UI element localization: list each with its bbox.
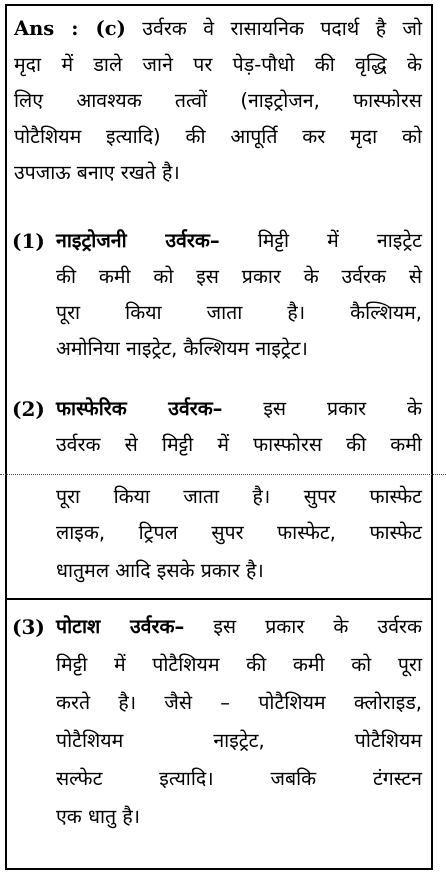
item-1-line-2: की कमी को इस प्रकार के उर्वरक से [56, 265, 422, 288]
item-3-line-5: सल्फेट इत्यादि। जबकि टंगस्टन [56, 767, 422, 790]
ans-label: Ans : (c) [14, 17, 126, 40]
intro-line-2: मृदा में डाले जाने पर पेड़-पौधो की वृद्धि के [14, 53, 422, 76]
intro-line-1 [14, 14, 422, 44]
item-1-line-4: अमोनिया नाइट्रेट, कैल्शियम नाइट्रेट। [56, 337, 308, 360]
intro-text-1: उर्वरक वे रासायनिक पदार्थ है जो [142, 17, 422, 40]
item-3-line-4: पोटैशियम नाइट्रेट, पोटैशियम [56, 729, 422, 752]
item-1-line-1 [56, 226, 422, 256]
item-3-line-3: करते है। जैसे – पोटैशियम क्लोराइड, [56, 691, 422, 714]
item-3-line-2: मिट्टी में पोटैशियम की कमी को पूरा [56, 653, 422, 676]
item-2-line-5: धातुमल आदि इसके प्रकार है। [56, 559, 264, 582]
item-2-heading: फास्फेरिक उर्वरक– [56, 397, 223, 420]
intro-line-5: उपजाऊ बनाए रखते है। [14, 161, 180, 184]
intro-line-3: लिए आवश्यक तत्वों (नाइट्रोजन, फास्फोरस [14, 89, 422, 112]
item-2-line-4: लाइक, ट्रिपल सुपर फास्फेट, फास्फेट [56, 521, 422, 544]
item-3-heading: पोटाश उर्वरक– [56, 615, 185, 638]
page-break-divider [0, 474, 446, 475]
item-2-line-2: उर्वरक से मिट्टी में फास्फोरस की कमी [56, 433, 422, 456]
item-1-number: (1) [12, 229, 45, 253]
item-2-text-1: इस प्रकार के [263, 397, 422, 420]
item-3-text-1: इस प्रकार के उर्वरक [213, 615, 422, 638]
item-2-line-3: पूरा किया जाता है। सुपर फास्फेट [56, 485, 422, 508]
item-3-line-6: एक धातु है। [56, 805, 141, 828]
item-2-line-1 [56, 394, 422, 424]
item-3-line-1 [56, 612, 422, 642]
item-1-heading: नाइट्रोजनी उर्वरक– [56, 229, 220, 252]
intro-line-4: पोटैशियम इत्यादि) की आपूर्ति कर मृदा को [14, 125, 422, 148]
item-1-text-1: मिट्टी में नाइट्रेट [257, 229, 422, 252]
item-3-number: (3) [12, 615, 45, 639]
item-1-line-3: पूरा किया जाता है। कैल्शियम, [56, 301, 422, 324]
item-2-number: (2) [12, 397, 45, 421]
